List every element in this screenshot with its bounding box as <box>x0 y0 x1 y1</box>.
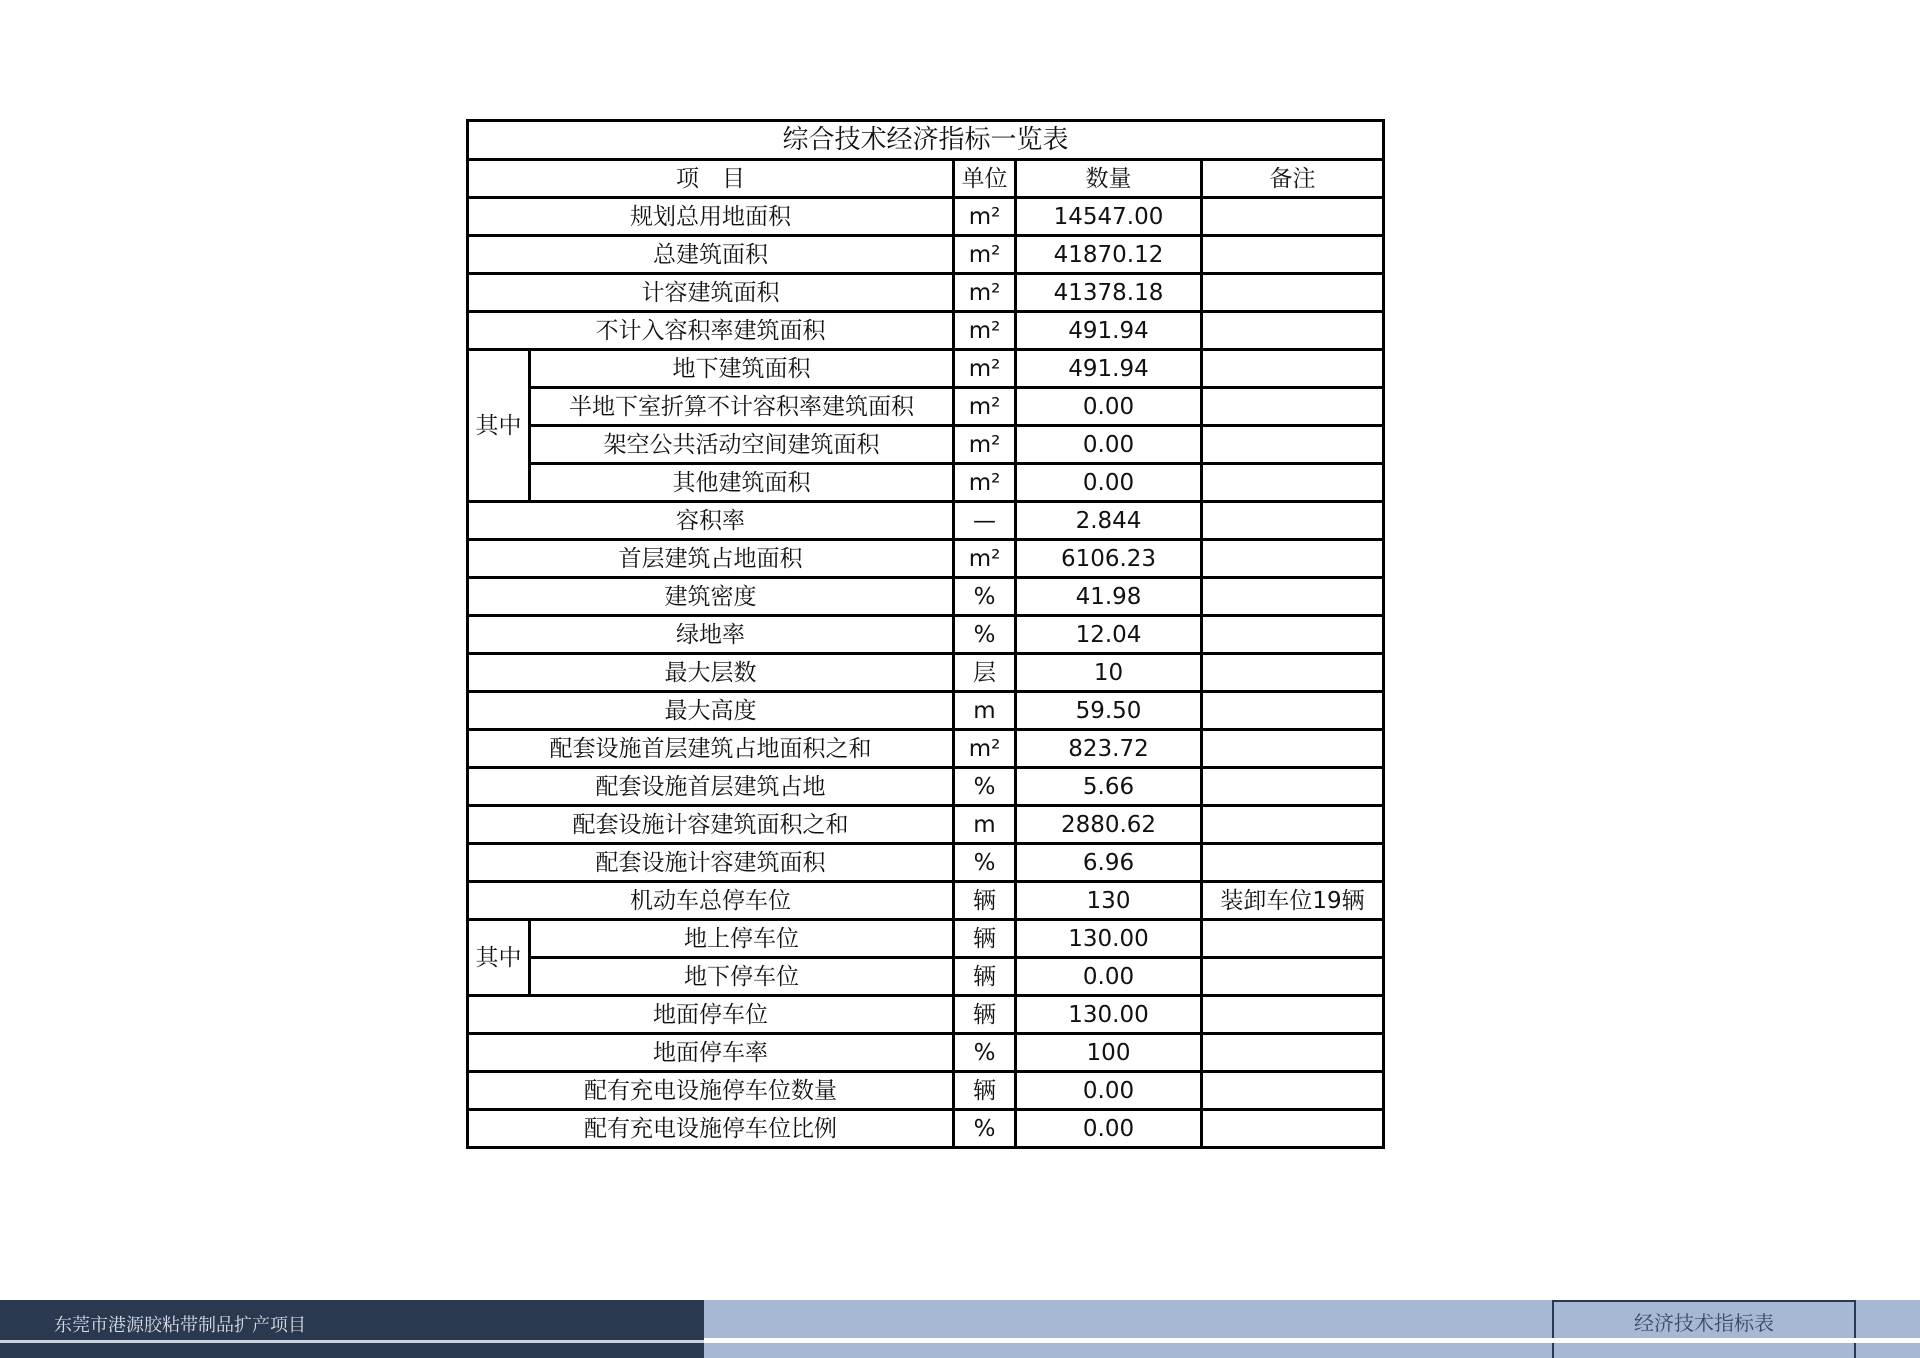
row-note <box>1202 236 1384 274</box>
table-row <box>468 806 1384 844</box>
row-unit: % <box>954 1034 1016 1072</box>
row-quantity: 130 <box>1016 882 1202 920</box>
table-row <box>468 312 1384 350</box>
table-title-row <box>468 121 1384 160</box>
table-row <box>468 882 1384 920</box>
row-quantity: 12.04 <box>1016 616 1202 654</box>
row-item: 配套设施计容建筑面积之和 <box>468 806 954 844</box>
row-item: 不计入容积率建筑面积 <box>468 312 954 350</box>
row-item: 配套设施计容建筑面积 <box>468 844 954 882</box>
row-item: 机动车总停车位 <box>468 882 954 920</box>
row-quantity: 491.94 <box>1016 350 1202 388</box>
row-item: 架空公共活动空间建筑面积 <box>530 426 954 464</box>
row-unit: % <box>954 616 1016 654</box>
row-unit: m² <box>954 426 1016 464</box>
row-unit: m² <box>954 540 1016 578</box>
row-unit: m² <box>954 236 1016 274</box>
table-row <box>468 1072 1384 1110</box>
row-unit: 辆 <box>954 1072 1016 1110</box>
table-row <box>468 844 1384 882</box>
row-note <box>1202 464 1384 502</box>
row-quantity: 0.00 <box>1016 388 1202 426</box>
row-item: 配套设施首层建筑占地 <box>468 768 954 806</box>
row-note <box>1202 616 1384 654</box>
row-note <box>1202 958 1384 996</box>
row-note <box>1202 768 1384 806</box>
row-unit: 辆 <box>954 996 1016 1034</box>
row-item: 其他建筑面积 <box>530 464 954 502</box>
row-unit: m² <box>954 350 1016 388</box>
row-item: 配套设施首层建筑占地面积之和 <box>468 730 954 768</box>
row-unit: % <box>954 1110 1016 1148</box>
row-unit: m² <box>954 730 1016 768</box>
row-note <box>1202 502 1384 540</box>
row-item: 地下停车位 <box>530 958 954 996</box>
row-quantity: 100 <box>1016 1034 1202 1072</box>
row-item: 容积率 <box>468 502 954 540</box>
row-note <box>1202 1034 1384 1072</box>
row-item: 建筑密度 <box>468 578 954 616</box>
footer-left-stripe <box>0 1340 704 1343</box>
row-unit: % <box>954 578 1016 616</box>
row-quantity: 0.00 <box>1016 1110 1202 1148</box>
row-item: 规划总用地面积 <box>468 198 954 236</box>
footer-page-label: 经济技术指标表 <box>1634 1311 1774 1335</box>
table-row <box>468 958 1384 996</box>
row-item: 首层建筑占地面积 <box>468 540 954 578</box>
table-row <box>468 920 1384 958</box>
header-item: 项 目 <box>468 160 954 198</box>
table-row <box>468 616 1384 654</box>
indicator-table-container <box>466 119 1386 1149</box>
row-unit: m <box>954 692 1016 730</box>
row-note <box>1202 388 1384 426</box>
row-note <box>1202 844 1384 882</box>
row-item: 地下建筑面积 <box>530 350 954 388</box>
row-quantity: 41.98 <box>1016 578 1202 616</box>
row-quantity: 2.844 <box>1016 502 1202 540</box>
row-note <box>1202 540 1384 578</box>
row-item: 最大层数 <box>468 654 954 692</box>
indicator-table <box>466 119 1385 1149</box>
row-quantity: 5.66 <box>1016 768 1202 806</box>
row-item: 地上停车位 <box>530 920 954 958</box>
row-quantity: 130.00 <box>1016 996 1202 1034</box>
row-item: 绿地率 <box>468 616 954 654</box>
row-quantity: 130.00 <box>1016 920 1202 958</box>
header-quantity: 数量 <box>1016 160 1202 198</box>
table-row <box>468 426 1384 464</box>
row-quantity: 14547.00 <box>1016 198 1202 236</box>
row-unit: m² <box>954 388 1016 426</box>
row-note <box>1202 274 1384 312</box>
row-unit: m² <box>954 312 1016 350</box>
table-row <box>468 692 1384 730</box>
row-quantity: 0.00 <box>1016 958 1202 996</box>
table-row <box>468 464 1384 502</box>
row-note: 装卸车位19辆 <box>1202 882 1384 920</box>
row-note <box>1202 730 1384 768</box>
table-row <box>468 1034 1384 1072</box>
row-note <box>1202 426 1384 464</box>
row-unit: 辆 <box>954 958 1016 996</box>
row-note <box>1202 692 1384 730</box>
row-item: 地面停车率 <box>468 1034 954 1072</box>
row-item: 半地下室折算不计容积率建筑面积 <box>530 388 954 426</box>
row-unit: m² <box>954 198 1016 236</box>
row-quantity: 0.00 <box>1016 1072 1202 1110</box>
table-row <box>468 578 1384 616</box>
row-note <box>1202 312 1384 350</box>
row-unit: % <box>954 844 1016 882</box>
row-quantity: 0.00 <box>1016 464 1202 502</box>
group-label-area: 其中 <box>468 350 530 502</box>
table-row <box>468 350 1384 388</box>
row-unit: 层 <box>954 654 1016 692</box>
header-note: 备注 <box>1202 160 1384 198</box>
row-note <box>1202 654 1384 692</box>
table-row <box>468 996 1384 1034</box>
table-row <box>468 388 1384 426</box>
table-row <box>468 274 1384 312</box>
row-unit: 辆 <box>954 920 1016 958</box>
row-note <box>1202 920 1384 958</box>
row-quantity: 6.96 <box>1016 844 1202 882</box>
row-note <box>1202 1072 1384 1110</box>
row-quantity: 59.50 <box>1016 692 1202 730</box>
row-unit: — <box>954 502 1016 540</box>
table-row <box>468 730 1384 768</box>
table-row <box>468 236 1384 274</box>
row-note <box>1202 996 1384 1034</box>
row-quantity: 10 <box>1016 654 1202 692</box>
row-quantity: 41870.12 <box>1016 236 1202 274</box>
row-unit: % <box>954 768 1016 806</box>
table-row <box>468 198 1384 236</box>
row-note <box>1202 1110 1384 1148</box>
footer-dark-band <box>0 1300 704 1358</box>
row-quantity: 2880.62 <box>1016 806 1202 844</box>
row-item: 总建筑面积 <box>468 236 954 274</box>
table-title: 综合技术经济指标一览表 <box>468 121 1384 160</box>
row-quantity: 823.72 <box>1016 730 1202 768</box>
row-quantity: 0.00 <box>1016 426 1202 464</box>
row-quantity: 491.94 <box>1016 312 1202 350</box>
footer-page-label-box-lower <box>1552 1343 1856 1358</box>
row-item: 计容建筑面积 <box>468 274 954 312</box>
row-item: 地面停车位 <box>468 996 954 1034</box>
row-unit: m <box>954 806 1016 844</box>
row-note <box>1202 806 1384 844</box>
row-item: 配有充电设施停车位比例 <box>468 1110 954 1148</box>
row-unit: 辆 <box>954 882 1016 920</box>
table-row <box>468 540 1384 578</box>
row-note <box>1202 578 1384 616</box>
row-note <box>1202 198 1384 236</box>
row-unit: m² <box>954 464 1016 502</box>
table-row <box>468 502 1384 540</box>
table-header-row <box>468 160 1384 198</box>
table-row <box>468 768 1384 806</box>
group-label-parking: 其中 <box>468 920 530 996</box>
row-item: 配有充电设施停车位数量 <box>468 1072 954 1110</box>
page-footer <box>0 1300 1920 1358</box>
row-quantity: 6106.23 <box>1016 540 1202 578</box>
header-unit: 单位 <box>954 160 1016 198</box>
table-row <box>468 654 1384 692</box>
table-row <box>468 1110 1384 1148</box>
row-item: 最大高度 <box>468 692 954 730</box>
row-unit: m² <box>954 274 1016 312</box>
row-note <box>1202 350 1384 388</box>
row-quantity: 41378.18 <box>1016 274 1202 312</box>
footer-project-name: 东莞市港源胶粘带制品扩产项目 <box>54 1315 306 1336</box>
